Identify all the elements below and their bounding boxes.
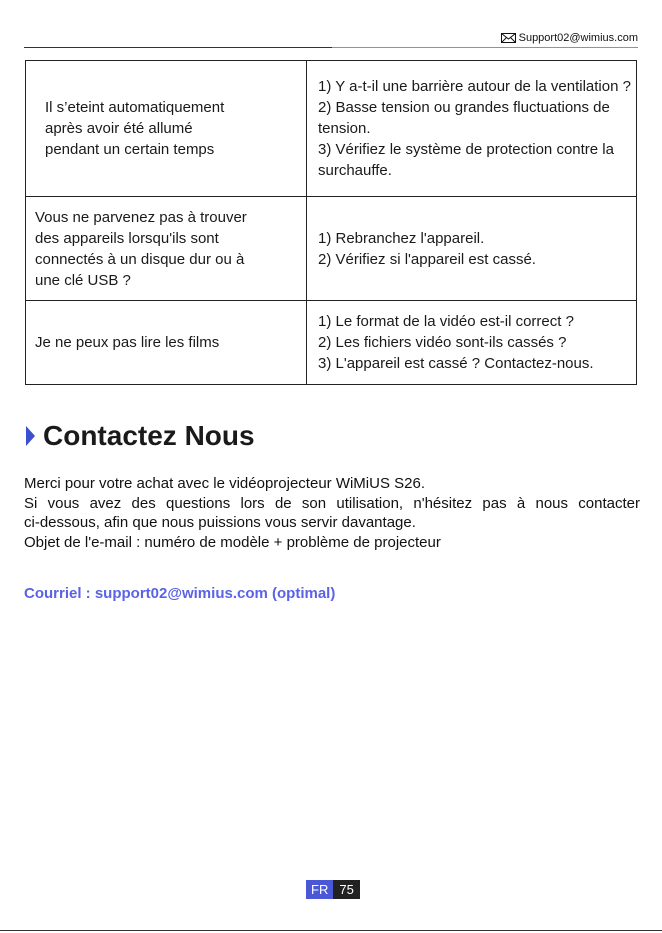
contact-intro: [24, 474, 640, 553]
intro-line: Si vous avez des questions lors de son utilisation, n'hésitez pas à nous contacter: [24, 494, 640, 512]
faq-table: [25, 60, 637, 385]
header-email-text[interactable]: Support02@wimius.com: [518, 32, 638, 44]
language-badge: FR: [306, 880, 333, 899]
envelope-icon: [501, 33, 516, 43]
faq-row: [26, 197, 637, 301]
faq-answer: 1) Y a-t-il une barrière autour de la ventilation ? 2) Basse tension ou grandes fluctuations de tension. 3) Vérifiez le système de protection contre la surchauffe.: [307, 61, 637, 197]
faq-question: Il s’eteint automatiquement après avoir été allumé pendant un certain temps: [26, 61, 307, 197]
faq-answer: 1) Rebranchez l'appareil. 2) Vérifiez si l'appareil est cassé.: [307, 197, 637, 301]
intro-line: Merci pour votre achat avec le vidéoprojecteur WiMiUS S26.: [24, 475, 426, 492]
page-number-value: 75: [333, 880, 359, 899]
faq-answer: 1) Le format de la vidéo est-il correct ? 2) Les fichiers vidéo sont-ils cassés ? 3) L'appareil est cassé ? Contactez-nous.: [307, 301, 637, 385]
contact-email[interactable]: Courriel : support02@wimius.com (optimal): [24, 585, 336, 602]
page-number: [306, 880, 360, 899]
faq-row: [26, 61, 637, 197]
faq-question: Je ne peux pas lire les films: [26, 301, 307, 385]
header-divider: [24, 47, 638, 48]
faq-question: Vous ne parvenez pas à trouver des appareils lorsqu'ils sont connectés à un disque dur ou à une clé USB ?: [26, 197, 307, 301]
intro-line: Objet de l'e-mail : numéro de modèle + problème de projecteur: [24, 534, 441, 552]
header-email: [501, 32, 638, 44]
section-title-text: Contactez Nous: [43, 420, 255, 451]
section-title: [26, 420, 255, 452]
triangle-bullet-icon: [26, 426, 35, 446]
intro-line: ci-dessous, afin que nous puissions vous servir davantage.: [24, 514, 416, 532]
bottom-divider: [0, 930, 662, 931]
faq-row: [26, 301, 637, 385]
